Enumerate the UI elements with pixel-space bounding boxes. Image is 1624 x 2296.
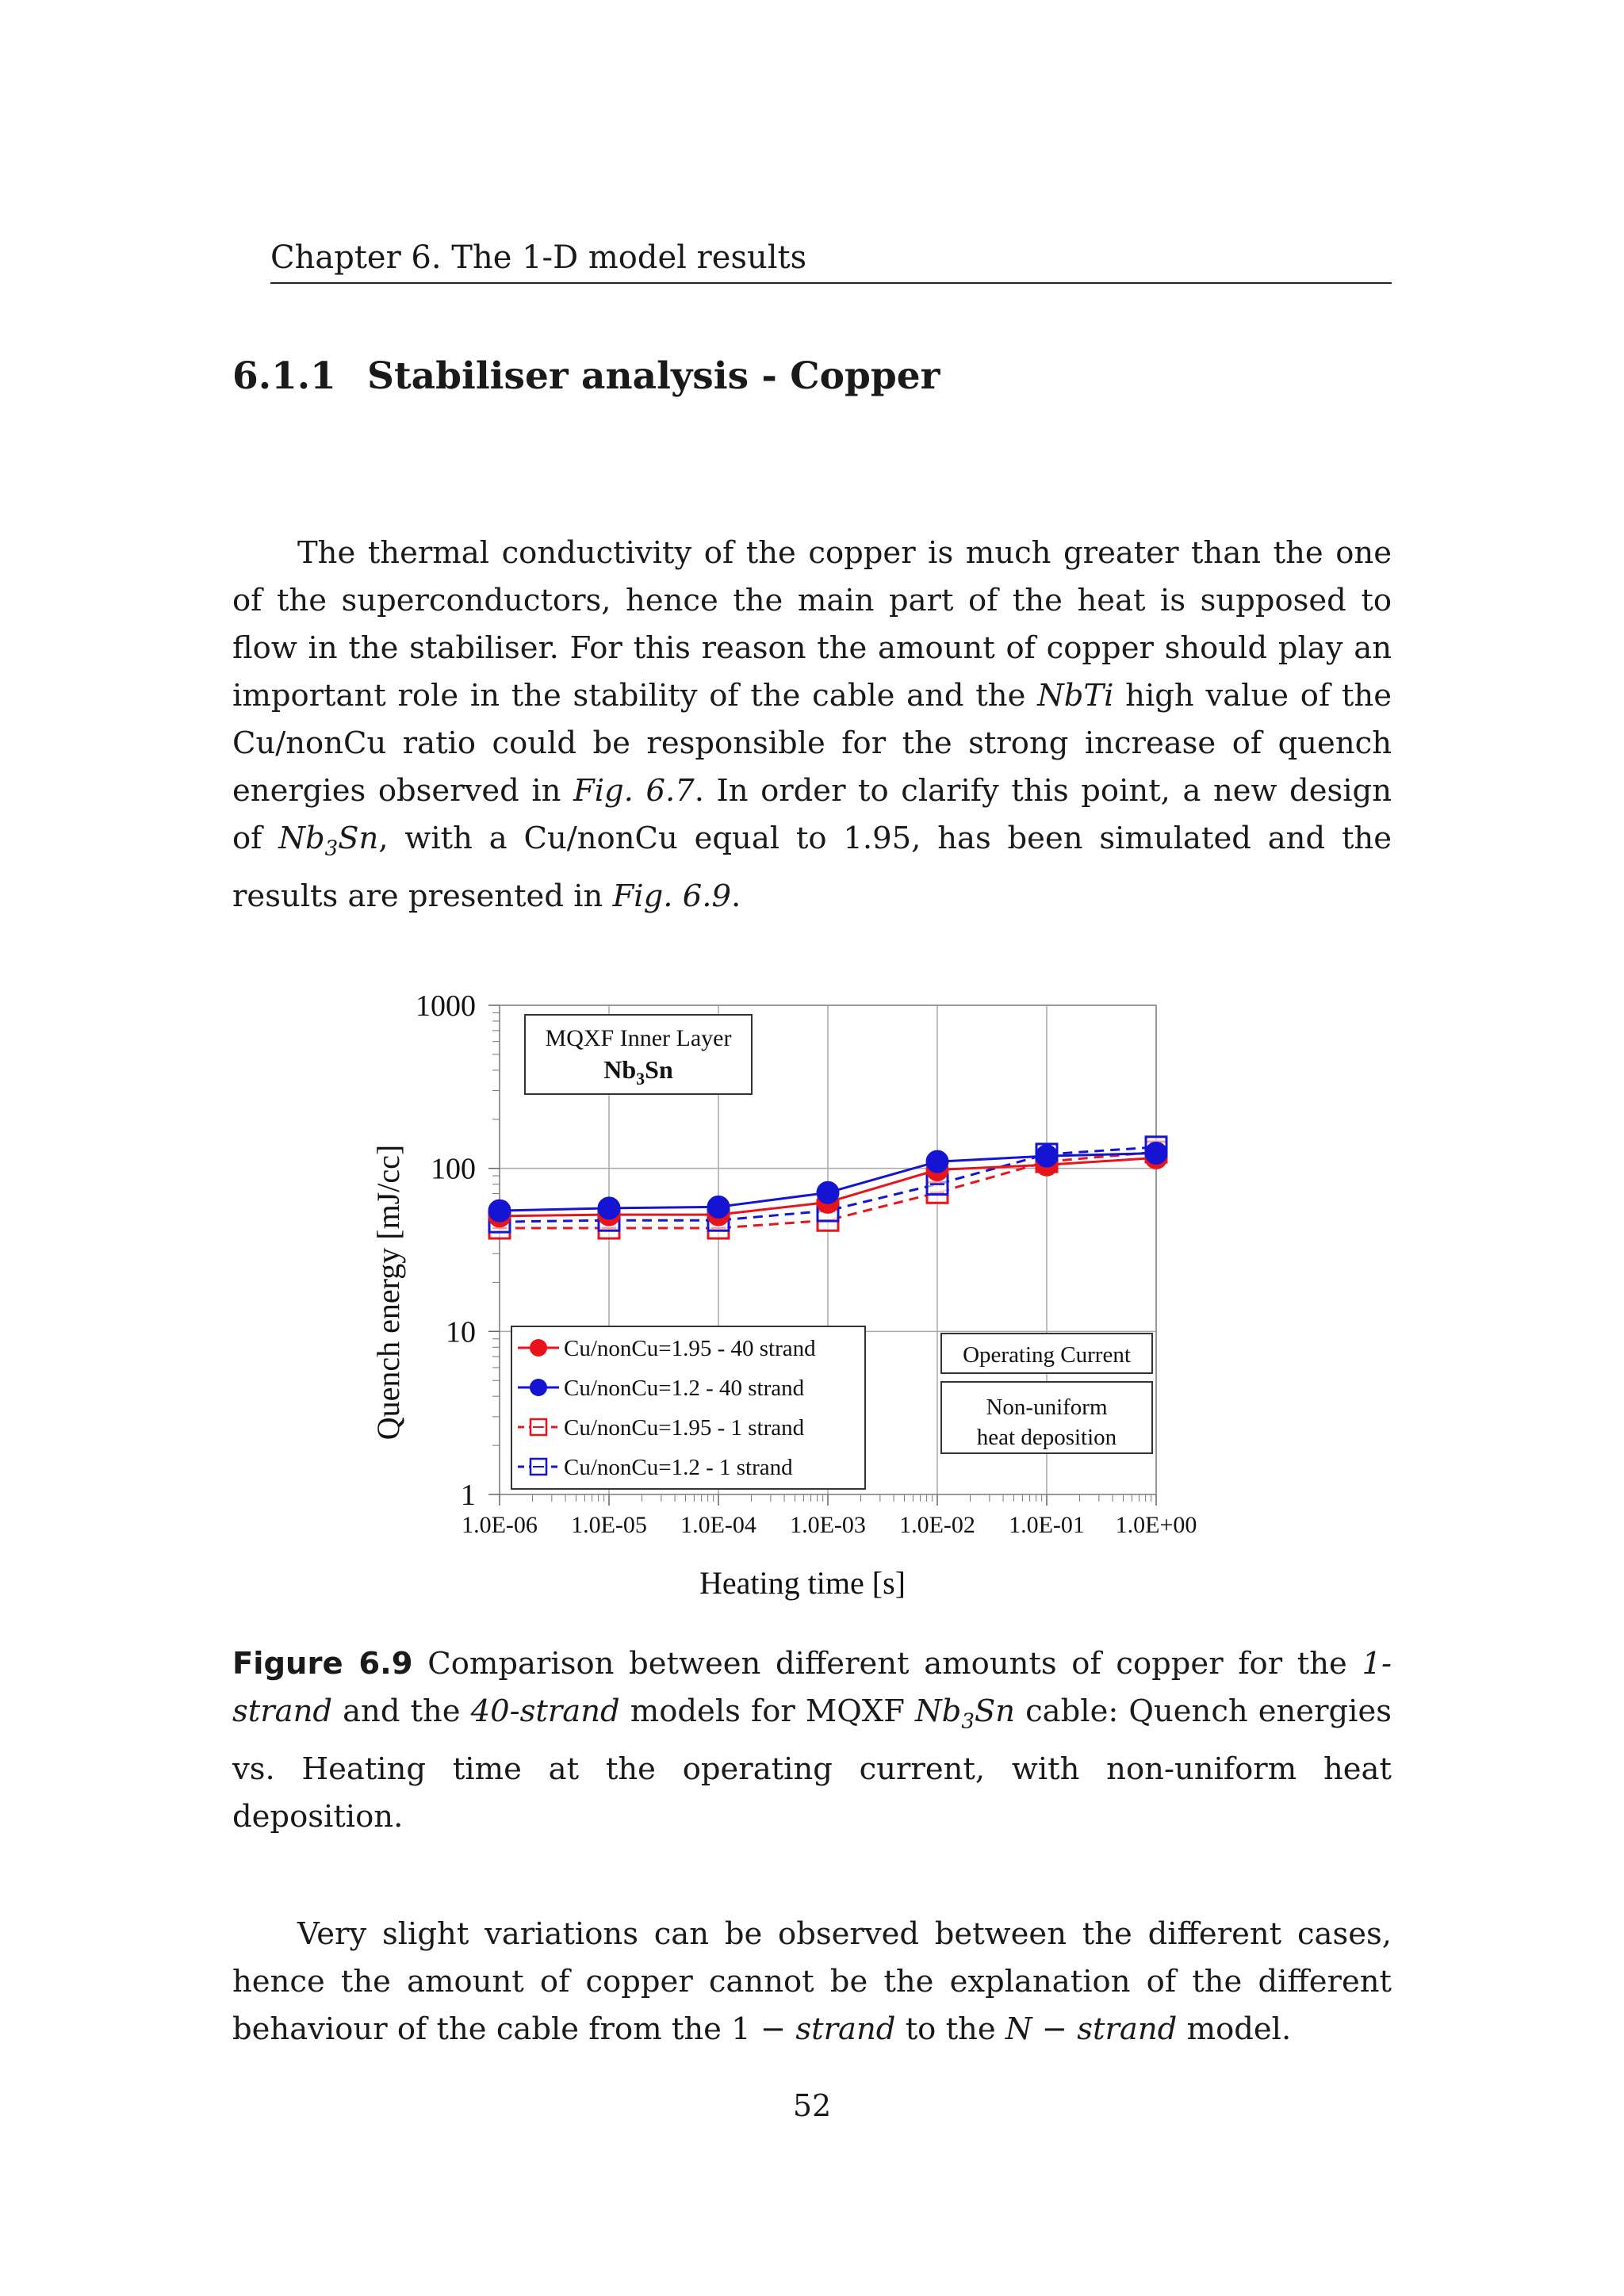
x-tick-label: 1.0E-02 bbox=[899, 1512, 975, 1538]
math-strand: strand bbox=[795, 2011, 896, 2047]
data-point bbox=[707, 1196, 730, 1218]
x-tick-label: 1.0E-04 bbox=[680, 1512, 756, 1538]
legend-label: Cu/nonCu=1.95 - 40 strand bbox=[564, 1336, 816, 1361]
x-tick-label: 1.0E-05 bbox=[571, 1512, 647, 1538]
data-point bbox=[598, 1197, 620, 1219]
x-tick-label: 1.0E+00 bbox=[1115, 1512, 1197, 1538]
caption-label: Figure 6.9 bbox=[232, 1646, 413, 1682]
math-n-strand: N − strand bbox=[1005, 2011, 1178, 2047]
paragraph-conclusion: Very slight variations can be observed between the different cases, hence the amount of copper cannot be the explanation of the different behaviour of the cable from the 1 − strand to the N − strand model. bbox=[232, 1916, 1392, 2047]
data-point bbox=[817, 1181, 839, 1203]
x-tick-label: 1.0E-06 bbox=[462, 1512, 538, 1538]
annotation-current: Operating Current bbox=[963, 1342, 1131, 1368]
y-tick-label: 100 bbox=[431, 1152, 476, 1186]
section-heading bbox=[232, 354, 940, 398]
section-number: 6.1.1 bbox=[232, 354, 336, 398]
data-point bbox=[1145, 1142, 1167, 1164]
data-point bbox=[488, 1200, 511, 1222]
figure-reference[interactable]: Fig. 6.7 bbox=[573, 773, 695, 809]
running-title: Chapter 6. The 1-D model results bbox=[270, 239, 807, 276]
figure-caption: Figure 6.9 Comparison between different amounts of copper for the 1-strand and the 40-strand models for MQXF $Nb_3Sn$ cable: Quench energies vs. Heating time at the operating current, with non-uniform heat deposition. bbox=[232, 1646, 1392, 1835]
section-title: Stabiliser analysis - Copper bbox=[367, 354, 940, 398]
annotation-subtitle: $Nb_3Sn$ bbox=[603, 1055, 673, 1089]
legend-marker bbox=[530, 1339, 547, 1357]
caption-italic: 1-strand bbox=[232, 1646, 1392, 1729]
quench-energy-chart bbox=[349, 975, 1237, 1609]
y-tick-label: 1000 bbox=[416, 989, 476, 1023]
text-run: . bbox=[730, 878, 741, 914]
math-nb3sn: $Nb_3Sn$ bbox=[914, 1693, 1016, 1734]
caption-italic: 40-strand bbox=[470, 1693, 620, 1729]
page-number: 52 bbox=[792, 2088, 832, 2123]
math-nbti: NbTi bbox=[1037, 678, 1114, 714]
y-axis-label: Quench energy [mJ/cc] bbox=[370, 1144, 406, 1441]
legend-label: Cu/nonCu=1.2 - 1 strand bbox=[564, 1455, 793, 1480]
legend-label: Cu/nonCu=1.2 - 40 strand bbox=[564, 1376, 805, 1401]
legend-marker bbox=[530, 1379, 547, 1396]
y-tick-label: 10 bbox=[446, 1315, 476, 1349]
legend-label: Cu/nonCu=1.95 - 1 strand bbox=[564, 1415, 805, 1441]
running-header bbox=[270, 239, 1392, 284]
text-run: The thermal conductivity of the copper is much greater than the one of the superconductors, hence the main part of the heat is supposed to flow in the stabiliser. For this reason the amount of copper should play an important role in the stability of the cable and the bbox=[232, 535, 1392, 714]
data-point bbox=[1036, 1145, 1058, 1167]
text-run: . In order to clarify this point, a new design of bbox=[232, 773, 1392, 856]
x-tick-label: 1.0E-03 bbox=[790, 1512, 866, 1538]
x-tick-label: 1.0E-01 bbox=[1009, 1512, 1085, 1538]
paragraph-intro bbox=[232, 530, 1392, 920]
text-run: high value of the Cu/nonCu ratio could be responsible for the strong increase of quench energies observed in bbox=[232, 678, 1392, 809]
y-tick-label: 1 bbox=[461, 1479, 476, 1512]
figure-reference[interactable]: Fig. 6.9 bbox=[612, 878, 731, 914]
annotation-heat: heat deposition bbox=[976, 1425, 1117, 1450]
text-run: , with a Cu/nonCu equal to 1.95, has been simulated and the results are presented in bbox=[232, 821, 1392, 914]
annotation-heat: Non-uniform bbox=[986, 1395, 1108, 1420]
annotation-title: MQXF Inner Layer bbox=[545, 1025, 732, 1051]
data-point bbox=[926, 1150, 948, 1173]
math-nb3sn: $Nb_3Sn$ bbox=[278, 821, 379, 861]
x-axis-label: Heating time [s] bbox=[699, 1565, 906, 1601]
